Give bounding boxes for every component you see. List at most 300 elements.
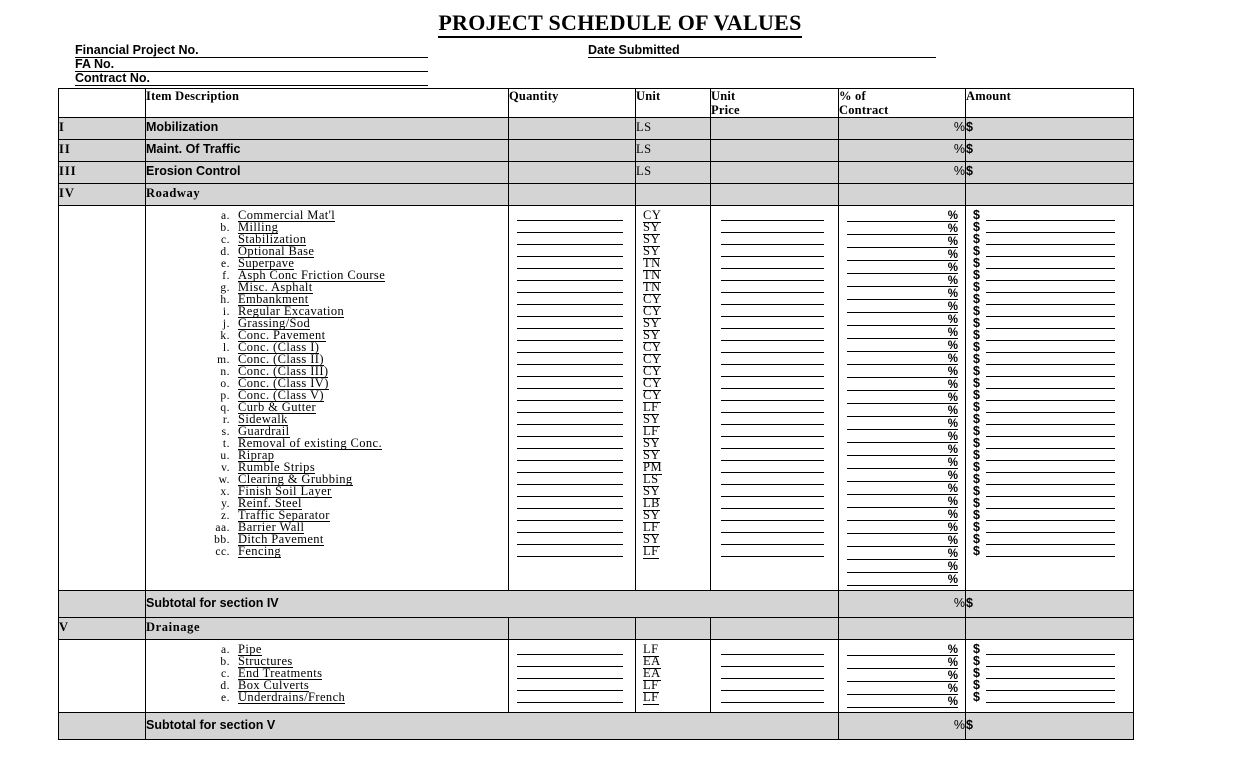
dollar-symbol: $: [973, 268, 980, 282]
pct-input[interactable]: [847, 235, 958, 248]
unit-price-input[interactable]: [721, 293, 824, 305]
percent-symbol: %: [947, 327, 958, 339]
quantity-input[interactable]: [517, 533, 623, 545]
percent-symbol: %: [947, 509, 958, 521]
item-name: Stabilization: [238, 232, 307, 246]
contract-no-field[interactable]: [75, 72, 428, 86]
unit-price-input[interactable]: [721, 691, 824, 703]
row-description: Maint. Of Traffic: [146, 140, 509, 162]
pct-input[interactable]: [847, 443, 958, 456]
unit-price-input[interactable]: [721, 521, 824, 533]
amount-input[interactable]: [973, 533, 1115, 545]
quantity-input[interactable]: [517, 317, 623, 329]
section-title: Drainage: [146, 618, 509, 640]
quantity-input[interactable]: [517, 389, 623, 401]
quantity-input[interactable]: [517, 521, 623, 533]
header-pct-of-contract: [839, 89, 966, 118]
pct-input[interactable]: [847, 209, 958, 222]
quantity-input[interactable]: [517, 221, 623, 233]
percent-symbol: %: [947, 522, 958, 534]
pct-input[interactable]: [847, 313, 958, 326]
pct-input[interactable]: [847, 534, 958, 547]
amount-input[interactable]: [973, 365, 1115, 377]
subtotal-number-cell: [59, 591, 146, 618]
unit-price-input[interactable]: [721, 667, 824, 679]
quantity-input[interactable]: [517, 437, 623, 449]
percent-symbol: %: [947, 366, 958, 378]
section-number: IV: [59, 184, 146, 206]
dollar-symbol: $: [973, 316, 980, 330]
item-letter: b.: [220, 656, 230, 668]
dollar-symbol: $: [973, 532, 980, 546]
detail-amount-cell: [966, 206, 1134, 591]
item-letter: x.: [220, 486, 230, 498]
unit-price-input[interactable]: [721, 269, 824, 281]
unit-price-input[interactable]: [721, 317, 824, 329]
financial-project-no-field[interactable]: [75, 44, 428, 58]
pct-input[interactable]: [847, 378, 958, 391]
pct-input[interactable]: [847, 326, 958, 339]
quantity-input[interactable]: [517, 401, 623, 413]
list-item: [196, 691, 508, 703]
quantity-input[interactable]: [517, 449, 623, 461]
pct-input[interactable]: [847, 573, 958, 586]
item-letter: e.: [221, 258, 230, 270]
item-name: Clearing & Grubbing: [238, 472, 353, 486]
quantity-input[interactable]: [517, 545, 623, 557]
unit-price-input[interactable]: [721, 377, 824, 389]
unit-price-input[interactable]: [721, 353, 824, 365]
pct-input[interactable]: [847, 300, 958, 313]
row-number: III: [59, 162, 146, 184]
item-name: Conc. Pavement: [238, 328, 326, 342]
dollar-symbol: $: [973, 424, 980, 438]
amount-input[interactable]: [973, 461, 1115, 473]
row-unit-price-cell[interactable]: [711, 140, 839, 162]
item-name: Rumble Strips: [238, 460, 316, 474]
section-header-row: [59, 618, 1134, 640]
row-unit-price-cell[interactable]: [711, 162, 839, 184]
item-unit: LF: [643, 678, 659, 692]
item-unit: SY: [643, 436, 660, 450]
percent-symbol: %: [947, 444, 958, 456]
header-amount: Amount: [966, 89, 1134, 118]
item-unit: TN: [643, 268, 661, 282]
percent-symbol: %: [947, 353, 958, 365]
percent-symbol: %: [947, 548, 958, 560]
unit-price-input[interactable]: [721, 533, 824, 545]
pct-input[interactable]: [847, 261, 958, 274]
percent-symbol: %: [947, 236, 958, 248]
amount-input[interactable]: [973, 389, 1115, 401]
item-letter: k.: [220, 330, 230, 342]
item-unit: LF: [643, 642, 659, 656]
item-unit: SY: [643, 532, 660, 546]
unit-price-input[interactable]: [721, 461, 824, 473]
page-title: [0, 10, 1240, 36]
header-quantity: Quantity: [509, 89, 636, 118]
pct-input[interactable]: [847, 248, 958, 261]
item-letter: h.: [220, 294, 230, 306]
subtotal-amount: $: [966, 713, 1134, 740]
amount-input[interactable]: [973, 667, 1115, 679]
table-row: [59, 140, 1134, 162]
pct-input[interactable]: [847, 508, 958, 521]
quantity-input[interactable]: [517, 281, 623, 293]
item-unit: SY: [643, 484, 660, 498]
table-row: [59, 118, 1134, 140]
quantity-input[interactable]: [517, 209, 623, 221]
quantity-input[interactable]: [517, 341, 623, 353]
pct-input[interactable]: [847, 287, 958, 300]
amount-input[interactable]: [973, 221, 1115, 233]
amount-input[interactable]: [973, 437, 1115, 449]
pct-input[interactable]: [847, 391, 958, 404]
subtotal-label: Subtotal for section IV: [146, 591, 839, 618]
detail-unit-cell: [636, 206, 711, 591]
item-name: Guardrail: [238, 424, 290, 438]
detail-unit-cell: [636, 640, 711, 713]
unit-price-input[interactable]: [721, 655, 824, 667]
amount-input[interactable]: [973, 401, 1115, 413]
date-submitted-label: Date Submitted: [588, 43, 680, 57]
unit-price-input[interactable]: [721, 679, 824, 691]
percent-symbol: %: [947, 275, 958, 287]
item-letter: aa.: [215, 522, 230, 534]
quantity-input[interactable]: [517, 655, 623, 667]
item-unit: SY: [643, 220, 660, 234]
amount-input[interactable]: [973, 509, 1115, 521]
item-letter: i.: [222, 306, 230, 318]
subtotal-pct: %: [839, 713, 966, 740]
dollar-symbol: $: [973, 436, 980, 450]
subtotal-row: [59, 591, 1134, 618]
amount-input[interactable]: [973, 209, 1115, 221]
dollar-symbol: $: [973, 496, 980, 510]
quantity-input[interactable]: [517, 293, 623, 305]
percent-symbol: %: [947, 696, 958, 708]
percent-symbol: %: [947, 431, 958, 443]
unit-price-input[interactable]: [721, 329, 824, 341]
percent-symbol: %: [947, 535, 958, 547]
item-unit: CY: [643, 304, 662, 318]
item-name: Milling: [238, 220, 279, 234]
dollar-symbol: $: [973, 654, 980, 668]
pct-input[interactable]: [847, 669, 958, 682]
amount-input[interactable]: [973, 679, 1115, 691]
row-amount: $: [966, 162, 1134, 184]
pct-input[interactable]: [847, 339, 958, 352]
item-name: Sidewalk: [238, 412, 288, 426]
item-letter: j.: [222, 318, 230, 330]
amount-input[interactable]: [973, 473, 1115, 485]
quantity-input[interactable]: [517, 643, 623, 655]
amount-input[interactable]: [973, 377, 1115, 389]
item-unit: CY: [643, 364, 662, 378]
dollar-symbol: $: [973, 544, 980, 558]
item-name: Finish Soil Layer: [238, 484, 332, 498]
unit-price-input[interactable]: [721, 281, 824, 293]
item-unit: CY: [643, 340, 662, 354]
item-name: Ditch Pavement: [238, 532, 324, 546]
fa-no-label: FA No.: [75, 57, 115, 71]
quantity-input[interactable]: [517, 305, 623, 317]
detail-amount-cell: [966, 640, 1134, 713]
section-unit-cell: [636, 618, 711, 640]
amount-input[interactable]: [973, 341, 1115, 353]
unit-price-input[interactable]: [721, 485, 824, 497]
dollar-symbol: $: [973, 472, 980, 486]
row-quantity-cell[interactable]: [509, 118, 636, 140]
row-pct-of-contract: %: [839, 118, 966, 140]
dollar-symbol: $: [973, 304, 980, 318]
item-letter: cc.: [215, 546, 230, 558]
header-unit: Unit: [636, 89, 711, 118]
unit-price-input[interactable]: [721, 257, 824, 269]
detail-number-cell: [59, 640, 146, 713]
item-unit: SY: [643, 244, 660, 258]
quantity-input[interactable]: [517, 691, 623, 703]
unit-price-input[interactable]: [721, 389, 824, 401]
quantity-input[interactable]: [517, 233, 623, 245]
item-letter: e.: [221, 692, 230, 704]
percent-symbol: %: [947, 314, 958, 326]
unit-price-input[interactable]: [721, 425, 824, 437]
amount-input[interactable]: [973, 413, 1115, 425]
percent-symbol: %: [947, 670, 958, 682]
header-fields: [75, 44, 1165, 86]
amount-input[interactable]: [973, 643, 1115, 655]
pct-input[interactable]: [847, 695, 958, 708]
item-unit-row: [643, 691, 710, 703]
dollar-symbol: $: [973, 690, 980, 704]
quantity-input[interactable]: [517, 353, 623, 365]
percent-symbol: %: [947, 379, 958, 391]
dollar-symbol: $: [973, 388, 980, 402]
dollar-symbol: $: [973, 678, 980, 692]
header-unit-price-line2: Price: [711, 103, 740, 117]
item-unit: SY: [643, 232, 660, 246]
subtotal-amount: $: [966, 591, 1134, 618]
quantity-input[interactable]: [517, 269, 623, 281]
section-title: Roadway: [146, 184, 509, 206]
amount-input[interactable]: [973, 521, 1115, 533]
pct-input[interactable]: [847, 521, 958, 534]
section-amount-cell: [966, 618, 1134, 640]
pct-input[interactable]: [847, 274, 958, 287]
amount-input[interactable]: [973, 655, 1115, 667]
item-name: Conc. (Class IV): [238, 376, 329, 390]
item-letter: p.: [220, 390, 230, 402]
detail-description-cell: [146, 640, 509, 713]
unit-price-input[interactable]: [721, 449, 824, 461]
subtotal-number-cell: [59, 713, 146, 740]
item-letter: m.: [217, 354, 230, 366]
amount-input[interactable]: [973, 545, 1115, 557]
unit-price-input[interactable]: [721, 497, 824, 509]
quantity-input[interactable]: [517, 667, 623, 679]
amount-input[interactable]: [973, 329, 1115, 341]
percent-symbol: %: [947, 561, 958, 573]
percent-symbol: %: [947, 340, 958, 352]
quantity-input[interactable]: [517, 257, 623, 269]
header-number: [59, 89, 146, 118]
detail-unit-price-cell: [711, 640, 839, 713]
item-unit: PM: [643, 460, 663, 474]
pct-input[interactable]: [847, 682, 958, 695]
pct-input[interactable]: [847, 430, 958, 443]
amount-input[interactable]: [973, 269, 1115, 281]
row-unit: LS: [636, 118, 711, 140]
percent-symbol: %: [947, 392, 958, 404]
date-submitted-field[interactable]: [588, 44, 936, 58]
subtotal-pct: %: [839, 591, 966, 618]
item-unit: SY: [643, 412, 660, 426]
item-letter: y.: [221, 498, 230, 510]
item-letter: d.: [220, 680, 230, 692]
quantity-input[interactable]: [517, 461, 623, 473]
amount-input[interactable]: [973, 233, 1115, 245]
section-number: V: [59, 618, 146, 640]
item-name: Structures: [238, 654, 293, 668]
row-pct-of-contract: %: [839, 162, 966, 184]
pct-input[interactable]: [847, 222, 958, 235]
dollar-symbol: $: [973, 328, 980, 342]
amount-input[interactable]: [973, 449, 1115, 461]
dollar-symbol: $: [973, 400, 980, 414]
unit-price-input[interactable]: [721, 413, 824, 425]
detail-pct-cell: [839, 640, 966, 713]
pct-input[interactable]: [847, 352, 958, 365]
unit-price-input[interactable]: [721, 245, 824, 257]
amount-input[interactable]: [973, 353, 1115, 365]
amount-input[interactable]: [973, 245, 1115, 257]
amount-input[interactable]: [973, 281, 1115, 293]
section-pct-cell: [839, 184, 966, 206]
amount-input[interactable]: [973, 485, 1115, 497]
pct-input[interactable]: [847, 482, 958, 495]
row-unit-price-cell[interactable]: [711, 118, 839, 140]
pct-input[interactable]: [847, 547, 958, 560]
dollar-symbol: $: [973, 666, 980, 680]
fa-no-field[interactable]: [75, 58, 428, 72]
item-unit: EA: [643, 666, 661, 680]
unit-price-input[interactable]: [721, 473, 824, 485]
pct-input[interactable]: [847, 417, 958, 430]
unit-price-input[interactable]: [721, 509, 824, 521]
item-name: Underdrains/French: [238, 690, 346, 704]
percent-symbol: %: [947, 457, 958, 469]
dollar-symbol: $: [973, 642, 980, 656]
quantity-input[interactable]: [517, 679, 623, 691]
percent-symbol: %: [947, 418, 958, 430]
item-unit: EA: [643, 654, 661, 668]
section-detail-row: [59, 640, 1134, 713]
item-letter: q.: [220, 402, 230, 414]
quantity-input[interactable]: [517, 329, 623, 341]
dollar-symbol: $: [973, 220, 980, 234]
amount-input[interactable]: [973, 293, 1115, 305]
item-letter: a.: [221, 210, 230, 222]
item-unit: SY: [643, 508, 660, 522]
unit-price-input[interactable]: [721, 365, 824, 377]
item-letter: l.: [222, 342, 230, 354]
unit-price-input[interactable]: [721, 221, 824, 233]
amount-input[interactable]: [973, 257, 1115, 269]
pct-input[interactable]: [847, 365, 958, 378]
amount-input[interactable]: [973, 691, 1115, 703]
item-unit: LS: [643, 472, 659, 486]
item-letter: z.: [221, 510, 230, 522]
detail-number-cell: [59, 206, 146, 591]
quantity-input[interactable]: [517, 473, 623, 485]
item-name: Conc. (Class I): [238, 340, 320, 354]
pct-input[interactable]: [847, 643, 958, 656]
page-title-text: PROJECT SCHEDULE OF VALUES: [438, 10, 801, 38]
unit-price-input[interactable]: [721, 341, 824, 353]
dollar-symbol: $: [973, 352, 980, 366]
unit-price-input[interactable]: [721, 545, 824, 557]
quantity-input[interactable]: [517, 413, 623, 425]
percent-symbol: %: [947, 223, 958, 235]
item-letter: o.: [220, 378, 230, 390]
percent-symbol: %: [947, 683, 958, 695]
item-name: Regular Excavation: [238, 304, 345, 318]
quantity-input[interactable]: [517, 497, 623, 509]
section-quantity-cell: [509, 184, 636, 206]
amount-input[interactable]: [973, 425, 1115, 437]
unit-price-input[interactable]: [721, 401, 824, 413]
row-quantity-cell[interactable]: [509, 140, 636, 162]
percent-symbol: %: [947, 262, 958, 274]
quantity-input[interactable]: [517, 509, 623, 521]
amount-input[interactable]: [973, 305, 1115, 317]
unit-price-input[interactable]: [721, 233, 824, 245]
quantity-input[interactable]: [517, 365, 623, 377]
item-name: Commercial Mat'l: [238, 208, 336, 222]
pct-input[interactable]: [847, 495, 958, 508]
header-pct-line2: Contract: [839, 103, 889, 117]
quantity-input[interactable]: [517, 245, 623, 257]
pct-input[interactable]: [847, 560, 958, 573]
amount-input[interactable]: [973, 317, 1115, 329]
unit-price-input[interactable]: [721, 209, 824, 221]
unit-price-input[interactable]: [721, 437, 824, 449]
quantity-input[interactable]: [517, 425, 623, 437]
quantity-input[interactable]: [517, 485, 623, 497]
row-number: II: [59, 140, 146, 162]
unit-price-input[interactable]: [721, 305, 824, 317]
quantity-input[interactable]: [517, 377, 623, 389]
detail-quantity-cell: [509, 640, 636, 713]
detail-pct-cell: [839, 206, 966, 591]
pct-input[interactable]: [847, 404, 958, 417]
pct-input[interactable]: [847, 456, 958, 469]
section-pct-cell: [839, 618, 966, 640]
pct-input[interactable]: [847, 656, 958, 669]
row-number: I: [59, 118, 146, 140]
item-unit: LF: [643, 400, 659, 414]
dollar-symbol: $: [973, 460, 980, 474]
row-quantity-cell[interactable]: [509, 162, 636, 184]
unit-price-input[interactable]: [721, 643, 824, 655]
item-letter: w.: [218, 474, 230, 486]
row-pct-of-contract: %: [839, 140, 966, 162]
item-unit: LB: [643, 496, 660, 510]
pct-input[interactable]: [847, 469, 958, 482]
dollar-symbol: $: [973, 376, 980, 390]
amount-input[interactable]: [973, 497, 1115, 509]
